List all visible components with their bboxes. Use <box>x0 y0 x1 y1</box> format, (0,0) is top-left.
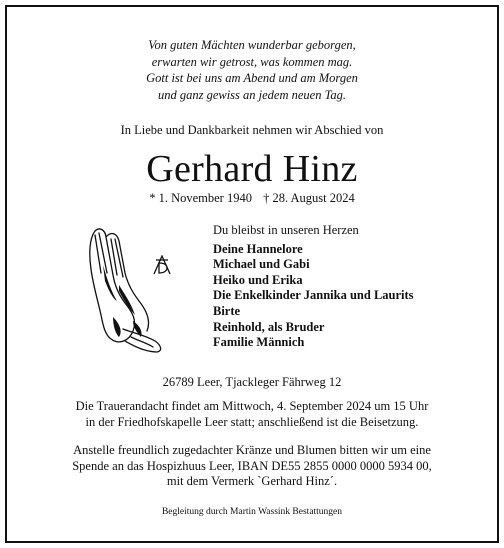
birth-date: * 1. November 1940 <box>149 191 252 205</box>
deceased-name: Gerhard Hinz <box>146 148 358 190</box>
praying-hands-icon <box>73 225 169 353</box>
duerer-monogram-icon <box>153 255 171 275</box>
poem-line: und ganz gewiss an jedem neuen Tag. <box>157 87 347 102</box>
intro-text: In Liebe und Dankbarkeit nehmen wir Abschied von <box>120 123 384 137</box>
bereaved-lead: Du bleibst in unseren Herzen <box>213 223 359 237</box>
family-address: 26789 Leer, Tjackleger Fährweg 12 <box>162 375 342 389</box>
poem-line: Von guten Mächten wunderbar geborgen, <box>148 38 356 52</box>
death-date: † 28. August 2024 <box>263 191 355 205</box>
bereaved-name: Birte <box>213 303 241 318</box>
service-info <box>7 399 497 430</box>
bereaved-name: Die Enkelkinder Jannika und Laurits <box>213 288 414 303</box>
bereaved-name: Michael und Gabi <box>213 257 310 272</box>
bereaved-name: Heiko und Erika <box>213 272 303 287</box>
life-dates <box>7 191 497 206</box>
poem-line: Gott ist bei uns am Abend und am Morgen <box>146 71 358 85</box>
service-line: Die Trauerandacht findet am Mittwoch, 4. September 2024 um 15 Uhr <box>75 399 429 413</box>
donation-info <box>7 443 497 490</box>
poem <box>7 37 497 103</box>
donation-line: mit dem Vermerk `Gerhard Hinz´. <box>166 474 338 488</box>
bereaved-name: Deine Hannelore <box>213 241 303 256</box>
donation-line: Anstelle freundlich zugedachter Kränze und Blumen bitten wir um eine <box>73 443 431 457</box>
bereaved-name: Reinhold, als Bruder <box>213 319 325 334</box>
bereaved-list <box>213 223 414 351</box>
poem-line: erwarten wir getrost, was kommen mag. <box>151 54 353 69</box>
obituary-notice <box>5 5 499 543</box>
service-line: in der Friedhofskapelle Leer statt; anschließend ist die Beisetzung. <box>85 414 419 429</box>
bereaved-name: Familie Männich <box>213 335 305 350</box>
donation-line: Spende an das Hospizhuus Leer, IBAN DE55 2855 0000 0000 5934 00, <box>72 458 432 473</box>
undertaker-credit: Begleitung durch Martin Wassink Bestattungen <box>161 507 343 517</box>
